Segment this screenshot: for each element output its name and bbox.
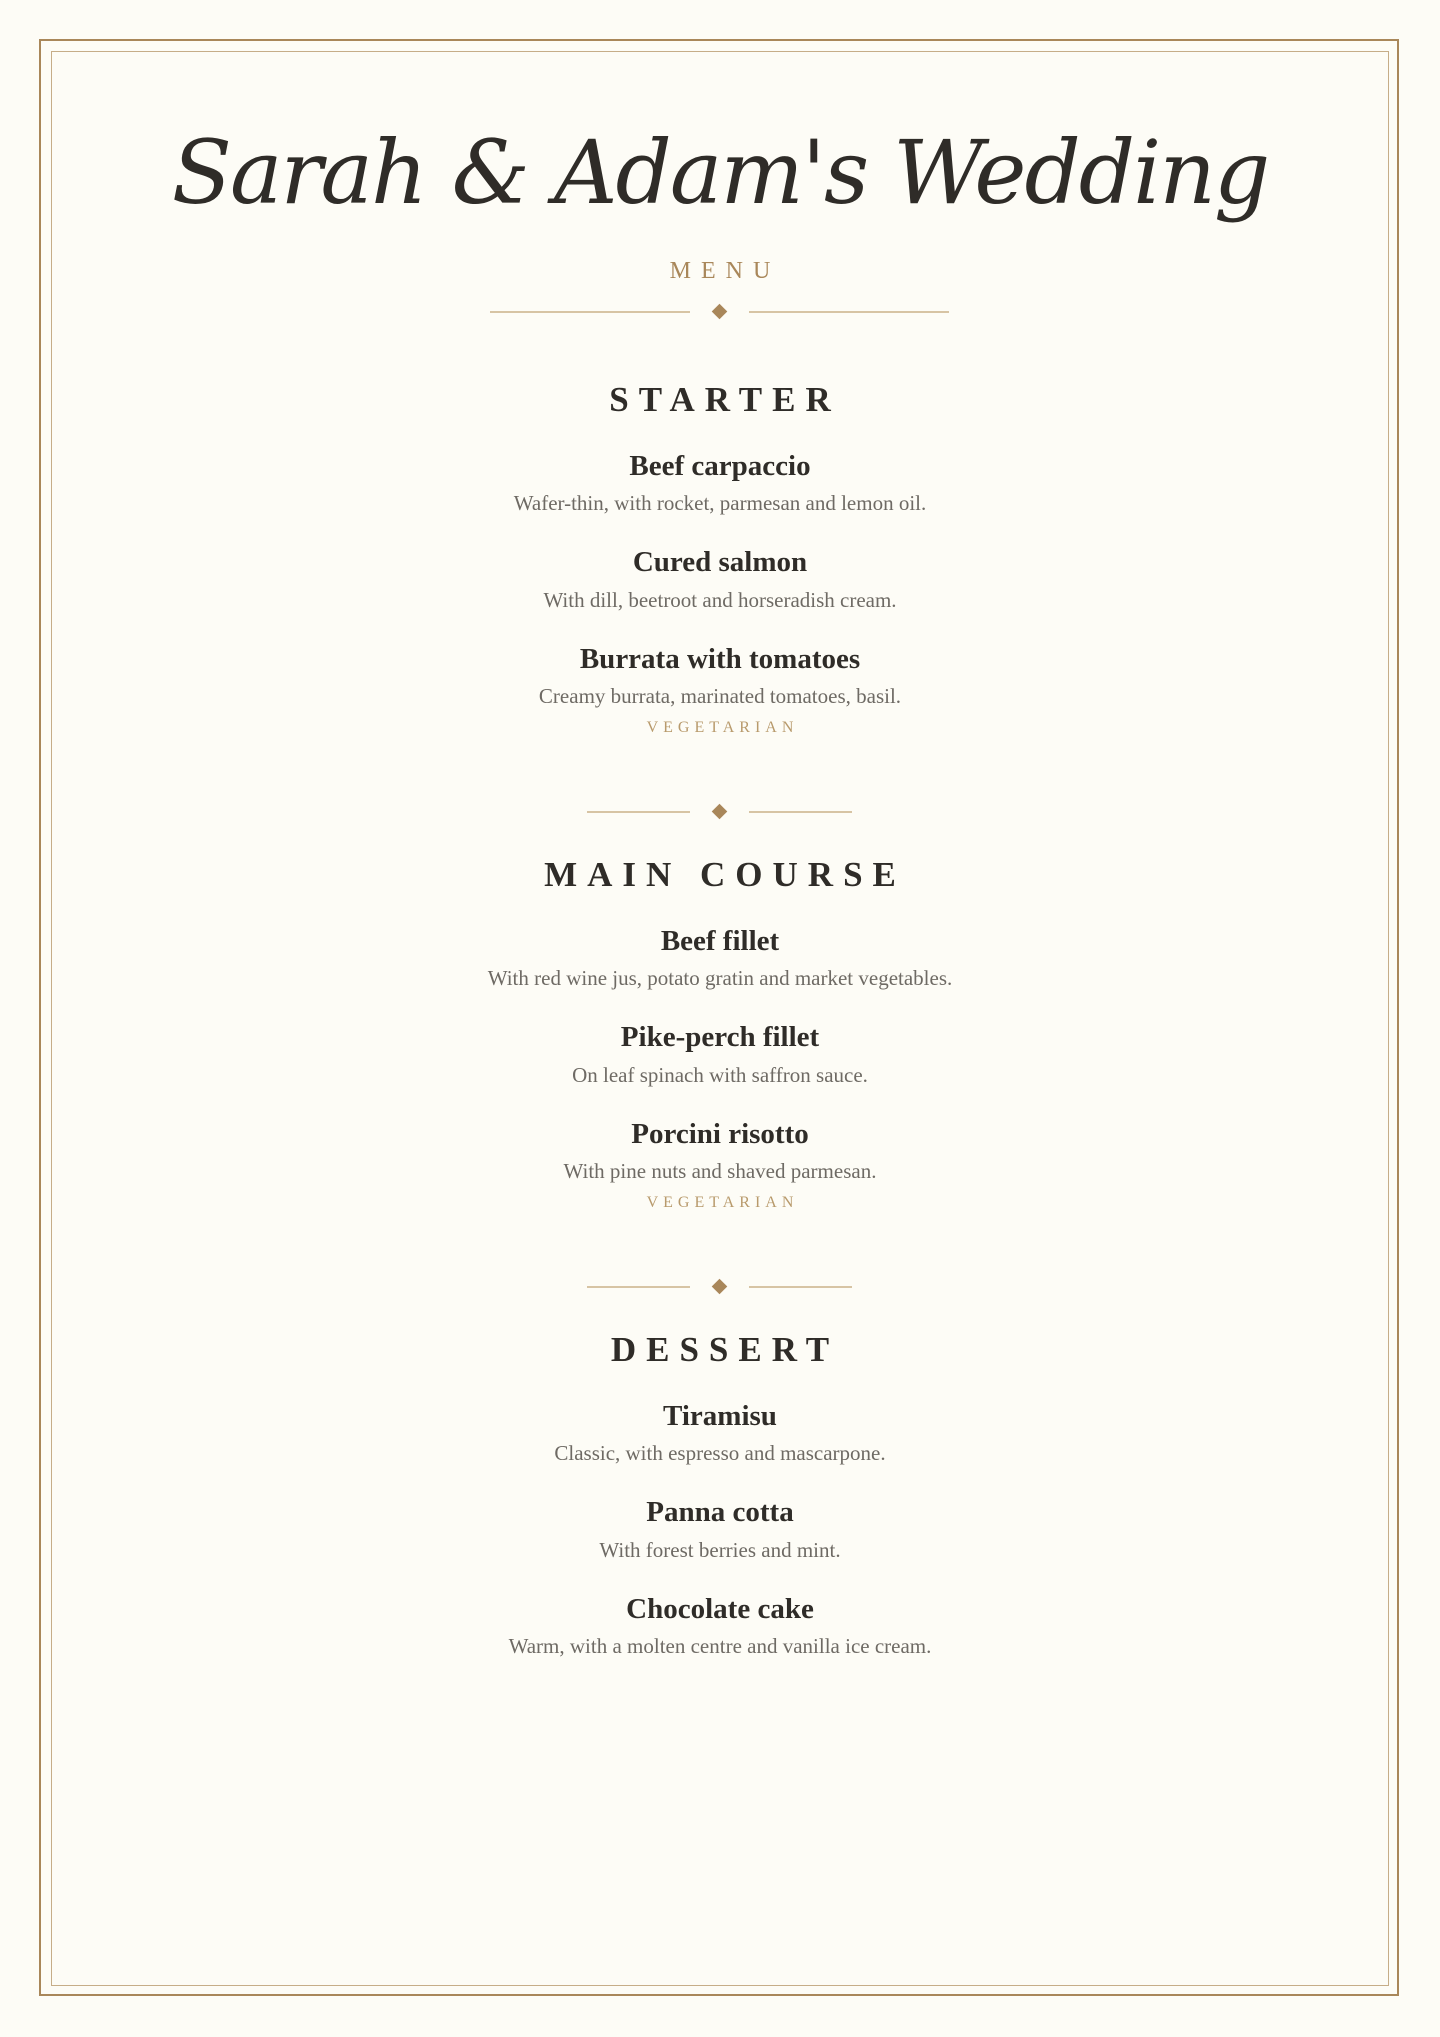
dish-description: Classic, with espresso and mascarpone. (554, 1441, 886, 1465)
divider-line-right (749, 811, 852, 813)
vegetarian-tag: VEGETARIAN (646, 719, 799, 736)
section-title-starter: STARTER (609, 380, 841, 419)
dish-name: Burrata with tomatoes (579, 643, 861, 675)
divider-line-right (749, 311, 949, 313)
diamond-ornament-icon (712, 1279, 728, 1295)
divider-line-left (490, 311, 690, 313)
dish-name: Chocolate cake (626, 1593, 814, 1625)
divider-line-right (749, 1286, 852, 1288)
dish-name: Tiramisu (663, 1400, 777, 1432)
divider-line-left (587, 811, 690, 813)
dish-name: Panna cotta (646, 1496, 794, 1528)
section-divider (0, 802, 1440, 822)
diamond-ornament-icon (712, 804, 728, 820)
diamond-ornament-icon (712, 304, 728, 320)
section-title-dessert: DESSERT (610, 1330, 840, 1369)
vegetarian-tag: VEGETARIAN (646, 1194, 799, 1211)
dish-description: On leaf spinach with saffron sauce. (572, 1063, 868, 1087)
section-divider (0, 1277, 1440, 1297)
dish-description: Wafer-thin, with rocket, parmesan and lemon oil. (513, 491, 927, 515)
section-title-main-course: MAIN COURSE (544, 855, 906, 894)
page-title: Sarah & Adam's Wedding (171, 121, 1269, 224)
dish-name: Porcini risotto (631, 1118, 809, 1150)
dish-description: Creamy burrata, marinated tomatoes, basil. (538, 684, 902, 708)
header-divider (0, 302, 1440, 322)
divider-line-left (587, 1286, 690, 1288)
dish-description: With forest berries and mint. (599, 1538, 841, 1562)
dish-description: With dill, beetroot and horseradish cream. (543, 588, 897, 612)
dish-name: Pike-perch fillet (620, 1021, 820, 1053)
menu-subtitle: MENU (669, 258, 781, 284)
dish-name: Cured salmon (632, 546, 808, 578)
dish-description: Warm, with a molten centre and vanilla ice cream. (508, 1634, 932, 1658)
dish-name: Beef fillet (660, 925, 780, 957)
dish-description: With pine nuts and shaved parmesan. (563, 1159, 877, 1183)
dish-name: Beef carpaccio (629, 450, 811, 482)
dish-description: With red wine jus, potato gratin and market vegetables. (487, 966, 953, 990)
